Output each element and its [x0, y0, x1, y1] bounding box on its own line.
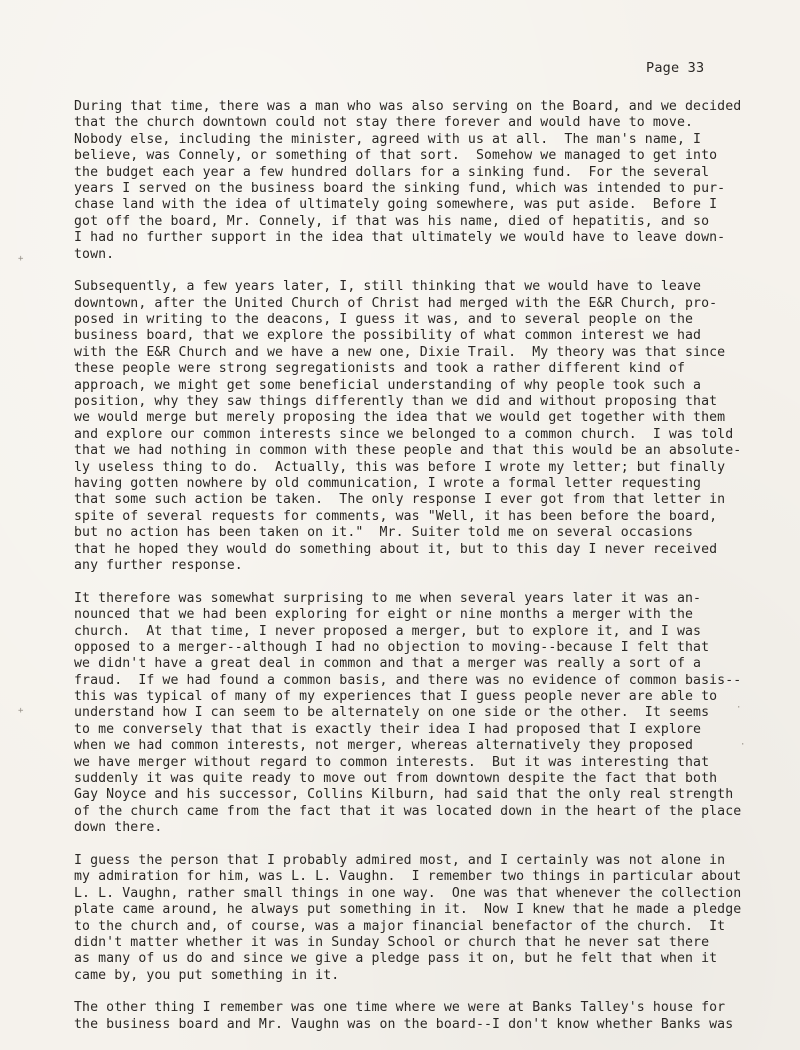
text-line: to me conversely that that is exactly their idea I had proposed that I explore — [74, 721, 702, 737]
text-line: believe, was Connely, or something of that sort. Somehow we managed to get into — [74, 148, 718, 164]
text-line: spite of several requests for comments, was "Well, it has been before the board, — [74, 508, 718, 524]
text-line: came by, you put something in it. — [74, 967, 340, 983]
text-line: down there. — [74, 820, 163, 836]
text-line: nounced that we had been exploring for eight or nine months a merger with the — [74, 607, 694, 623]
text-line: posed in writing to the deacons, I guess it was, and to several people on the — [74, 312, 694, 328]
text-line: and explore our common interests since we belonged to a common church. I was told — [74, 426, 734, 442]
text-line: these people were strong segregationists and took a rather different kind of — [74, 361, 686, 377]
text-line: didn't matter whether it was in Sunday School or church that he never sat there — [74, 934, 710, 950]
text-line: During that time, there was a man who was also serving on the Board, and we decided — [74, 99, 742, 114]
text-line: church. At that time, I never proposed a merger, but to explore it, and I was — [74, 623, 702, 639]
text-line: opposed to a merger--although I had no objection to moving--because I felt that — [74, 639, 710, 655]
text-line: with the E&R Church and we have a new one, Dixie Trail. My theory was that since — [74, 344, 726, 360]
text-line: business board, that we explore the possibility of what common interest we had — [74, 328, 702, 344]
text-line: Gay Noyce and his successor, Collins Kilburn, had said that the only real strength — [74, 787, 734, 803]
text-line: ly useless thing to do. Actually, this was before I wrote my letter; but finally — [74, 459, 726, 475]
text-line: town. — [74, 246, 115, 262]
margin-mark: · — [736, 703, 742, 713]
text-line: fraud. If we had found a common basis, and there was no evidence of common basis-- — [74, 672, 742, 688]
text-line: of the church came from the fact that it was located down in the heart of the place — [74, 803, 742, 819]
text-line: when we had common interests, not merger, whereas alternatively they proposed — [74, 738, 694, 754]
text-line: understand how I can seem to be alternately on one side or the other. It seems — [74, 705, 710, 721]
text-line: downtown, after the United Church of Christ had merged with the E&R Church, pro- — [74, 295, 718, 311]
text-line: L. L. Vaughn, rather small things in one way. One was that whenever the collection — [74, 885, 742, 901]
text-line: plate came around, he always put something in it. Now I knew that he made a pledge — [74, 902, 742, 918]
text-line: that some such action be taken. The only response I ever got from that letter in — [74, 492, 726, 508]
text-line: to the church and, of course, was a major financial benefactor of the church. It — [74, 918, 726, 934]
page-number: Page 33 — [646, 60, 705, 76]
paragraph — [74, 279, 764, 574]
text-line: that the church downtown could not stay there forever and would have to move. — [74, 115, 694, 131]
text-line: this was typical of many of my experiences that I guess people never are able to — [74, 689, 718, 705]
text-line: position, why they saw things differently than we did and without proposing that — [74, 394, 718, 410]
text-line: approach, we might get some beneficial understanding of why people took such a — [74, 377, 702, 393]
text-line: the budget each year a few hundred dollars for a sinking fund. For the several — [74, 164, 710, 180]
text-line: I guess the person that I probably admired most, and I certainly was not alone in — [74, 852, 726, 868]
paragraph — [74, 1000, 764, 1033]
paragraph — [74, 853, 764, 984]
text-line: my admiration for him, was L. L. Vaughn. I remember two things in particular about — [74, 869, 742, 885]
margin-mark: + — [18, 254, 24, 264]
margin-mark: + — [18, 706, 24, 716]
text-line: chase land with the idea of ultimately going somewhere, was put aside. Before I — [74, 197, 718, 213]
text-line: that he hoped they would do something about it, but to this day I never received — [74, 541, 718, 557]
text-line: we didn't have a great deal in common and that a merger was really a sort of a — [74, 656, 702, 672]
document-body — [74, 99, 764, 1050]
text-line: The other thing I remember was one time where we were at Banks Talley's house for — [74, 1000, 726, 1016]
text-line: but no action has been taken on it." Mr. Suiter told me on several occasions — [74, 525, 694, 541]
text-line: the business board and Mr. Vaughn was on the board--I don't know whether Banks was — [74, 1016, 734, 1032]
text-line: that we had nothing in common with these people and that this would be an absolute- — [74, 443, 742, 459]
text-line: suddenly it was quite ready to move out from downtown despite the fact that both — [74, 771, 718, 787]
text-line: got off the board, Mr. Connely, if that was his name, died of hepatitis, and so — [74, 213, 710, 229]
text-line: Nobody else, including the minister, agreed with us at all. The man's name, I — [74, 131, 702, 147]
paragraph — [74, 591, 764, 837]
text-line: having gotten nowhere by old communication, I wrote a formal letter requesting — [74, 475, 702, 491]
text-line: any further response. — [74, 557, 243, 573]
text-line: we have merger without regard to common interests. But it was interesting that — [74, 754, 710, 770]
text-line: years I served on the business board the sinking fund, which was intended to pur- — [74, 180, 726, 196]
text-line: I had no further support in the idea that ultimately we would have to leave down- — [74, 230, 726, 246]
text-line: Subsequently, a few years later, I, still thinking that we would have to leave — [74, 279, 702, 295]
text-line: as many of us do and since we give a pledge pass it on, but he felt that when it — [74, 951, 718, 967]
text-line: we would merge but merely proposing the idea that we would get together with them — [74, 410, 726, 426]
paragraph — [74, 99, 764, 263]
text-line: It therefore was somewhat surprising to me when several years later it was an- — [74, 590, 702, 606]
margin-mark: · — [740, 740, 746, 750]
